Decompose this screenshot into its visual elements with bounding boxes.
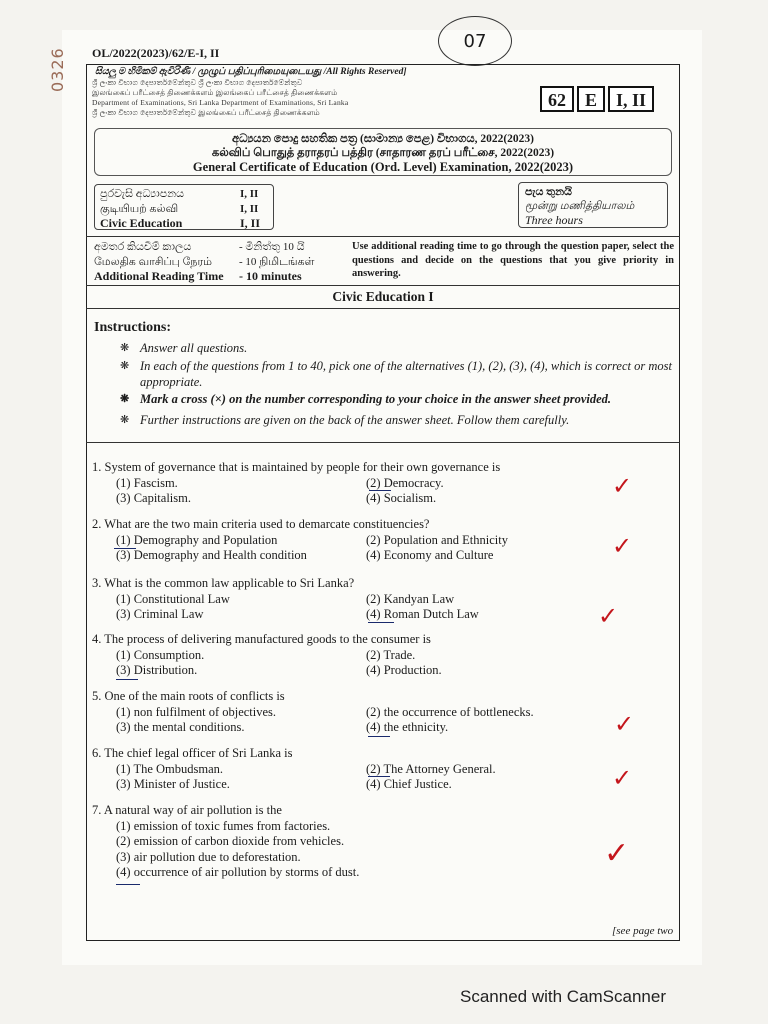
star-bullet-icon: ❋	[120, 342, 130, 354]
question-number: 2.	[92, 517, 102, 531]
option: (3) Capitalism.	[116, 491, 191, 505]
circled-number	[438, 16, 512, 66]
option: (4) the ethnicity.	[366, 720, 449, 734]
divider	[86, 285, 680, 286]
reading-value: - 10 நிமிடங்கள்	[239, 255, 315, 268]
divider	[86, 308, 680, 309]
tick-mark-icon: ✓	[598, 602, 619, 630]
question-stem: What are the two main criteria used to demarcate constituencies?	[104, 517, 430, 531]
reading-label: மேலதிக வாசிப்பு நேரம்	[94, 255, 213, 268]
option: (3) the mental conditions.	[116, 720, 245, 734]
tick-mark-icon: ✓	[614, 710, 635, 738]
subject-name: පුරවැසි අධ්‍යාපනය	[100, 188, 185, 200]
question-item	[92, 803, 682, 881]
subject-name: Civic Education	[100, 216, 183, 230]
option: (1) Consumption.	[116, 647, 205, 662]
option: (2) Kandyan Law	[366, 591, 455, 606]
subject-name: குடியியற் கல்வி	[100, 202, 179, 215]
option: (4) Production.	[366, 663, 442, 677]
question-stem: The chief legal officer of Sri Lanka is	[104, 746, 293, 760]
department-band	[92, 78, 540, 120]
exam-title-box	[94, 128, 672, 176]
question-item	[92, 632, 682, 679]
scanner-watermark: Scanned with CamScanner	[460, 987, 667, 1006]
question-item	[92, 576, 682, 623]
divider	[86, 442, 680, 443]
tick-mark-icon: ✓	[612, 472, 633, 500]
duration-sinhala: පැය තුනයි	[525, 186, 572, 198]
option: (2) The Attorney General.	[366, 761, 496, 776]
section-title: Civic Education I	[332, 289, 434, 304]
rights-line: සියලු ම හිමිකම් ඇවිරිණි / முழுப் பதிப்புரிமையுடையது /All Rights Reserved]	[95, 67, 407, 77]
answer-underline	[116, 679, 138, 680]
tick-mark-icon: ✓	[612, 532, 633, 560]
option: (3) Criminal Law	[116, 607, 204, 621]
option: (1) Constitutional Law	[116, 591, 230, 606]
option: (3) air pollution due to deforestation.	[116, 849, 301, 864]
instruction-item	[120, 391, 676, 407]
code-medium: E	[577, 86, 605, 112]
question-number: 7.	[92, 803, 102, 817]
answer-underline	[368, 736, 390, 737]
question-number: 6.	[92, 746, 102, 760]
instruction-text: Answer all questions.	[140, 341, 248, 355]
star-bullet-icon: ❋	[120, 414, 130, 426]
option: (1) non fulfilment of objectives.	[116, 704, 277, 719]
subject-part: I, II	[240, 202, 259, 215]
reading-label: අමතර කියවීම් කාලය	[94, 241, 192, 253]
exam-title-english: General Certificate of Education (Ord. Level) Examination, 2022(2023)	[192, 160, 574, 174]
instruction-text: Further instructions are given on the back of the answer sheet. Follow them carefully.	[140, 413, 570, 427]
question-stem: System of governance that is maintained by people for their own governance is	[104, 460, 501, 474]
instruction-item	[120, 340, 676, 356]
instructions-heading: Instructions:	[94, 320, 172, 335]
paper-code: OL/2022(2023)/62/E-I, II	[92, 46, 220, 60]
option: (3) Distribution.	[116, 663, 198, 677]
reading-note: Use additional reading time to go through the question paper, select the questions and decide on the questions that you give priority in answering.	[352, 241, 674, 279]
option: (4) Socialism.	[366, 491, 437, 505]
option: (4) occurrence of air pollution by storms of dust.	[116, 865, 360, 879]
instruction-text: Mark a cross (×) on the number corresponding to your choice in the answer sheet provided.	[140, 392, 612, 406]
option: (4) Roman Dutch Law	[366, 607, 479, 621]
reading-time	[94, 240, 354, 284]
reading-value: - 10 minutes	[239, 269, 302, 283]
band-line: Department of Examinations, Sri Lanka Department of Examinations, Sri Lanka	[92, 98, 349, 107]
tick-mark-icon: ✓	[604, 836, 630, 871]
question-stem: What is the common law applicable to Sri Lanka?	[104, 576, 355, 590]
question-item	[92, 746, 682, 793]
tick-mark-icon: ✓	[612, 764, 633, 792]
instruction-item	[120, 412, 676, 428]
page-footer-note: [see page two	[612, 925, 674, 937]
question-item	[92, 517, 682, 564]
band-line: இலங்கைப் பரீட்சைத் திணைக்களம் இலங்கைப் பரீட்சைத் திணைக்களம்	[92, 88, 338, 97]
option: (3) Demography and Health condition	[116, 548, 307, 562]
answer-underline	[116, 884, 140, 885]
answer-underline	[368, 776, 390, 777]
code-parts: I, II	[608, 86, 654, 112]
reading-value: - මිනිත්තු 10 යි	[239, 241, 305, 253]
duration-english: Three hours	[525, 213, 583, 227]
option: (2) Democracy.	[366, 475, 444, 490]
option: (2) Population and Ethnicity	[366, 532, 508, 547]
answer-underline	[114, 548, 136, 549]
option: (1) Demography and Population	[116, 532, 278, 547]
question-item	[92, 689, 682, 736]
answer-underline	[368, 622, 394, 623]
star-bullet-icon: ❋	[120, 393, 130, 405]
option: (4) Chief Justice.	[366, 777, 452, 791]
star-bullet-icon: ❋	[120, 360, 130, 372]
divider	[86, 236, 680, 237]
reading-label: Additional Reading Time	[94, 269, 224, 283]
question-stem: A natural way of air pollution is the	[103, 803, 282, 817]
question-item	[92, 460, 682, 507]
subject-part: I, II	[240, 216, 261, 230]
question-stem: One of the main roots of conflicts is	[104, 689, 285, 703]
option: (1) The Ombudsman.	[116, 761, 224, 776]
instruction-text: In each of the questions from 1 to 40, pick one of the alternatives (1), (2), (3), (4), which is correct or most appropriate.	[140, 359, 672, 389]
exam-title-sinhala: අධ්‍යයන පොදු සහතික පත්‍ර (සාමාන්‍ය පෙළ) විභාගය, 2022(2023)	[231, 133, 534, 145]
question-number: 4.	[92, 632, 102, 646]
subject-part: I, II	[240, 188, 259, 200]
question-number: 1.	[92, 460, 102, 474]
question-number: 5.	[92, 689, 102, 703]
option: (2) Trade.	[366, 647, 416, 662]
question-number: 3.	[92, 576, 102, 590]
duration-box	[518, 182, 668, 228]
exam-title-tamil: கல்விப் பொதுத் தராதரப் பத்திர (சாதாரண தரப் பரீட்சை, 2022(2023)	[211, 147, 555, 159]
duration-tamil: மூன்று மணித்தியாலம்	[525, 200, 635, 212]
question-stem: The process of delivering manufactured goods to the consumer is	[104, 632, 431, 646]
circled-number-text: 07	[463, 30, 487, 52]
answer-underline	[369, 490, 391, 491]
option: (1) emission of toxic fumes from factories.	[116, 818, 331, 833]
option: (4) Economy and Culture	[366, 548, 494, 562]
option: (3) Minister of Justice.	[116, 777, 230, 791]
option: (1) Fascism.	[116, 475, 178, 490]
side-code: 0326	[48, 47, 67, 92]
instruction-item	[120, 358, 676, 390]
paper-code-box	[540, 86, 654, 112]
code-subject: 62	[540, 86, 574, 112]
option: (2) emission of carbon dioxide from vehicles.	[116, 834, 345, 848]
subject-box	[94, 184, 274, 230]
band-line: ශ්‍රී ලංකා විභාග දෙපාර්තමේන්තුව ශ්‍රී ලංකා විභාග දෙපාර්තමේන්තුව	[92, 78, 303, 87]
band-line: ශ්‍රී ලංකා විභාග දෙපාර්තමේන්තුව இலங்கைப் பரீட்சைத் திணைக்களம்	[92, 108, 320, 117]
option: (2) the occurrence of bottlenecks.	[366, 704, 534, 719]
